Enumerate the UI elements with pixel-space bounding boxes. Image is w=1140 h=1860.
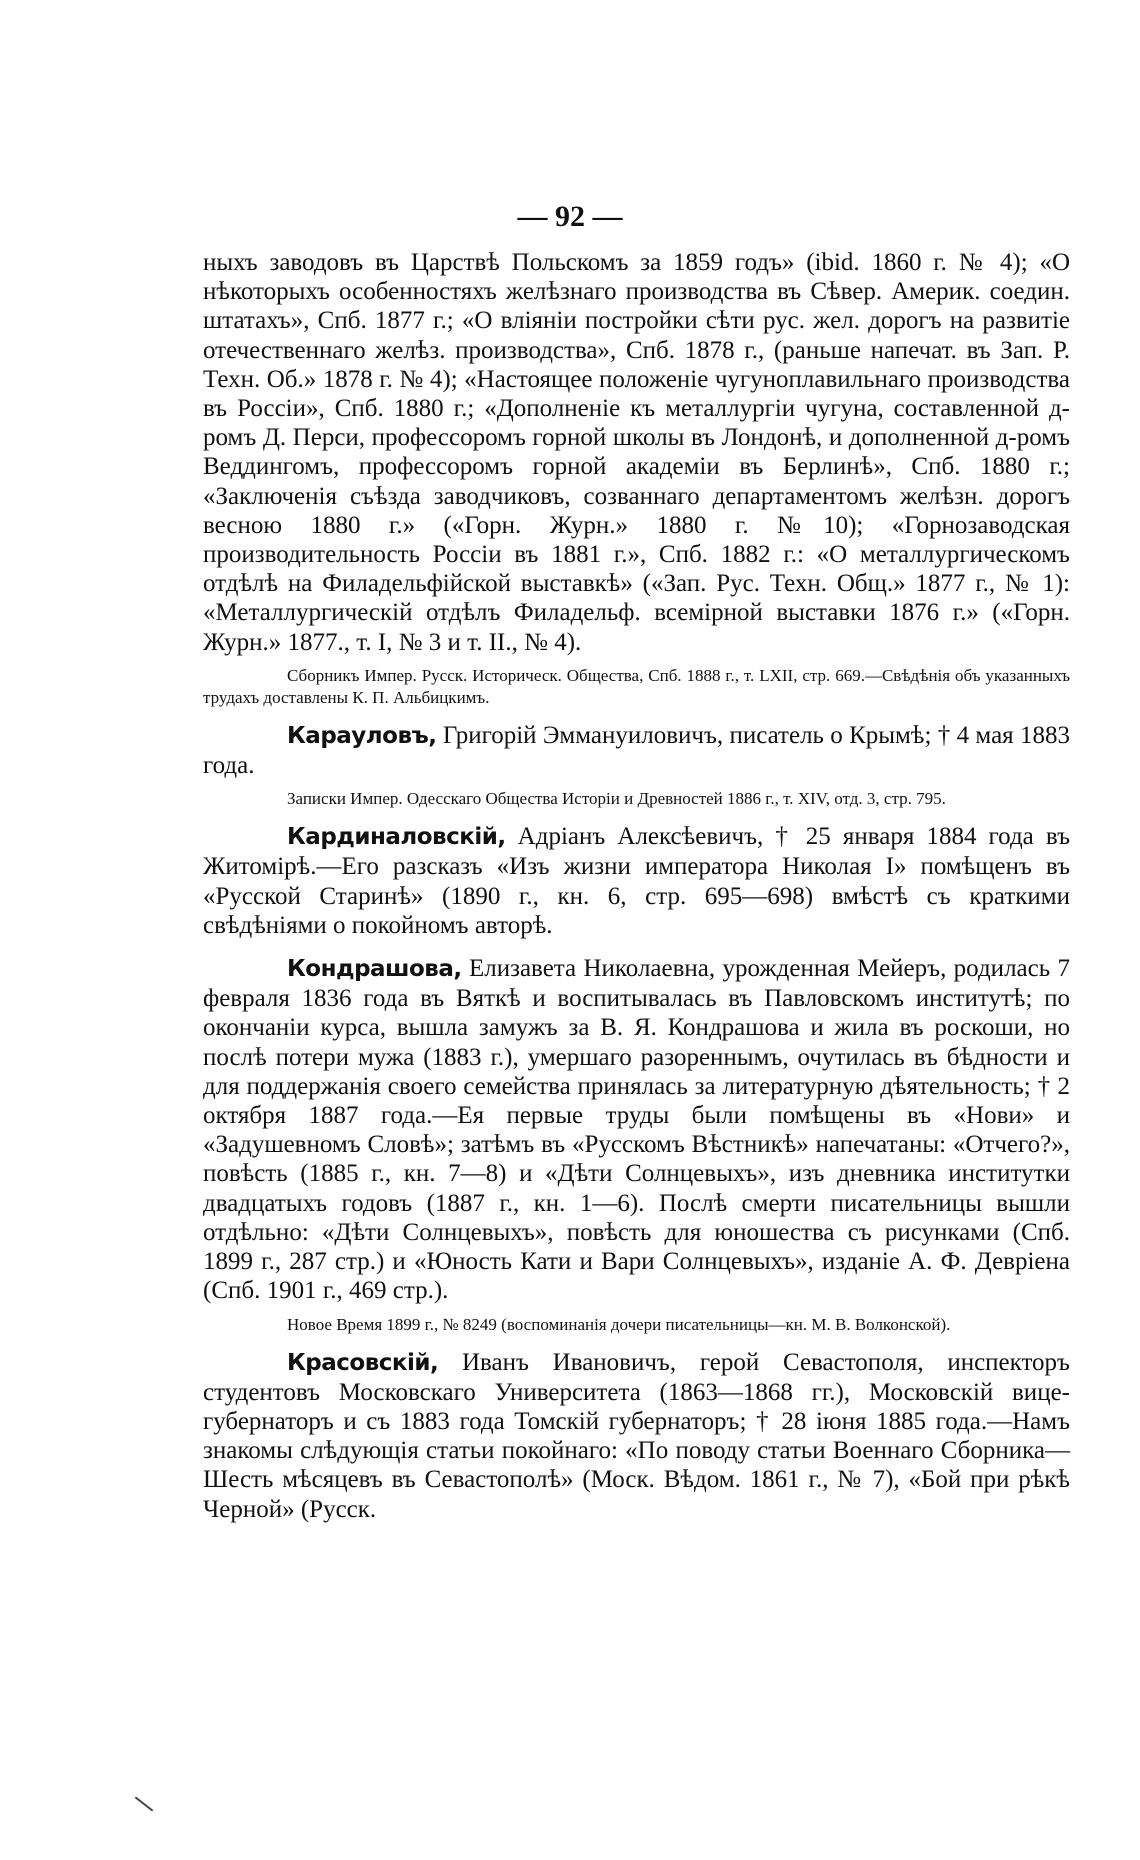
entry-name: Красовскій, [287,1349,439,1376]
intro-footnote: Сборникъ Импер. Русск. Историческ. Общества, Спб. 1888 г., т. LXII, стр. 669.—Свѣдѣнія объ указанныхъ трудахъ доставлены К. П. Альбицкимъ. [203,665,1070,707]
entry-krasovsky [203,1348,1070,1524]
entry-kondrashova [203,954,1070,1305]
intro-paragraph: ныхъ заводовъ въ Царствѣ Польскомъ за 1859 годъ» (ibid. 1860 г. № 4); «О нѣкоторыхъ особенностяхъ желѣзнаго производства въ Сѣвер. Америк. соедин. штатахъ», Спб. 1877 г.; «О вліяніи постройки сѣти рус. жел. дорогъ на развитіе отечественнаго желѣз. производства», Спб. 1878 г., (раньше напечат. въ Зап. Р. Техн. Об.» 1878 г. № 4); «Настоящее положеніе чугуноплавильнаго производства въ Россіи», Спб. 1880 г.; «Дополненіе къ металлургіи чугуна, составленной д-ромъ Д. Перси, профессоромъ горной школы въ Лондонѣ, и дополненной д-ромъ Веддингомъ, профессоромъ горной академіи въ Берлинѣ», Спб. 1880 г.; «Заключенія съѣзда заводчиковъ, созваннаго департаментомъ желѣзн. дорогъ весною 1880 г.» («Горн. Журн.» 1880 г. №10); «Горнозаводская производительность Россіи въ 1881 г.», Спб. 1882 г.: «О металлургическомъ отдѣлѣ на Филадельфійской выставкѣ» («Зап. Рус. Техн. Общ.» 1877 г., № 1): «Металлургическій отдѣлъ Филадельф. всемірной выставки 1876 г.» («Горн. Журн.» 1877., т. I, № 3 и т. II., № 4). [203,249,1070,656]
text-column [203,248,1070,1524]
entry-body: Иванъ Ивановичъ, герой Севастополя, инспекторъ студентовъ Московскаго Университета (1863—1868 гг.), Московскій вице-губернаторъ и съ 1883 года Томскій губернаторъ; † 28 іюня 1885 года.—Намъ знакомы слѣдующія статьи покойнаго: «По поводу статьи Военнаго Сборника—Шесть мѣсяцевъ въ Севастополѣ» (Моск. Вѣдом. 1861 г., № 7), «Бой при рѣкѣ Черной» (Русск. [203,1348,1070,1523]
entry-name: Кардиналовскій, [287,824,506,851]
entry-body: Адріанъ Алексѣевичъ, † 25 января 1884 года въ Житомірѣ.—Его разсказъ «Изъ жизни императора Николая I» помѣщенъ въ «Русской Старинѣ» (1890 г., кн. 6, стр. 695—698) вмѣстѣ съ краткими свѣдѣніями о покойномъ авторѣ. [203,823,1070,939]
entry-name: Кондрашова, [287,956,462,983]
entry-kondrashova-footnote: Новое Время 1899 г., № 8249 (воспоминанія дочери писательницы—кн. М. В. Волконской). [287,1314,951,1334]
entry-karaulov-footnote: Записки Импер. Одесскаго Общества Исторіи и Древностей 1886 г., т. XIV, отд. 3, стр. 795. [287,789,946,809]
entry-body: Григорій Эммануиловичъ, писатель о Крымѣ; † 4 мая 1883 года. [203,721,1070,780]
page-number: — 92 — [517,200,623,233]
entry-karaulov [203,721,1070,780]
entry-body: Елизавета Николаевна, урожденная Мейеръ, родилась 7 февраля 1836 года въ Вяткѣ и воспитывалась въ Павловскомъ институтѣ; по окончаніи курса, вышла замужъ за В. Я. Кондрашова и жила въ роскоши, но послѣ потери мужа (1883 г.), умершаго разореннымъ, очутилась въ бѣдности и для поддержанія своего семейства принялась за литературную дѣятельность; † 2 октября 1887 года.—Ея первые труды были помѣщены въ «Нови» и «Задушевномъ Словѣ»; затѣмъ въ «Русскомъ Вѣстникѣ» напечатаны: «Отчего?», повѣсть (1885 г., кн. 7—8) и «Дѣти Солнцевыхъ», изъ дневника институтки двадцатыхъ годовъ (1887 г., кн. 1—6). Послѣ смерти писательницы вышли отдѣльно: «Дѣти Солнцевыхъ», повѣсть для юношества съ рисунками (Спб. 1899 г., 287 стр.) и «Юность Кати и Вари Солнцевыхъ», изданіе А. Ф. Девріена (Спб. 1901 г., 469 стр.). [203,955,1070,1305]
entry-name: Карауловъ, [287,722,437,749]
stray-ink-mark [135,1796,154,1811]
entry-kardinalovsky [203,822,1070,940]
